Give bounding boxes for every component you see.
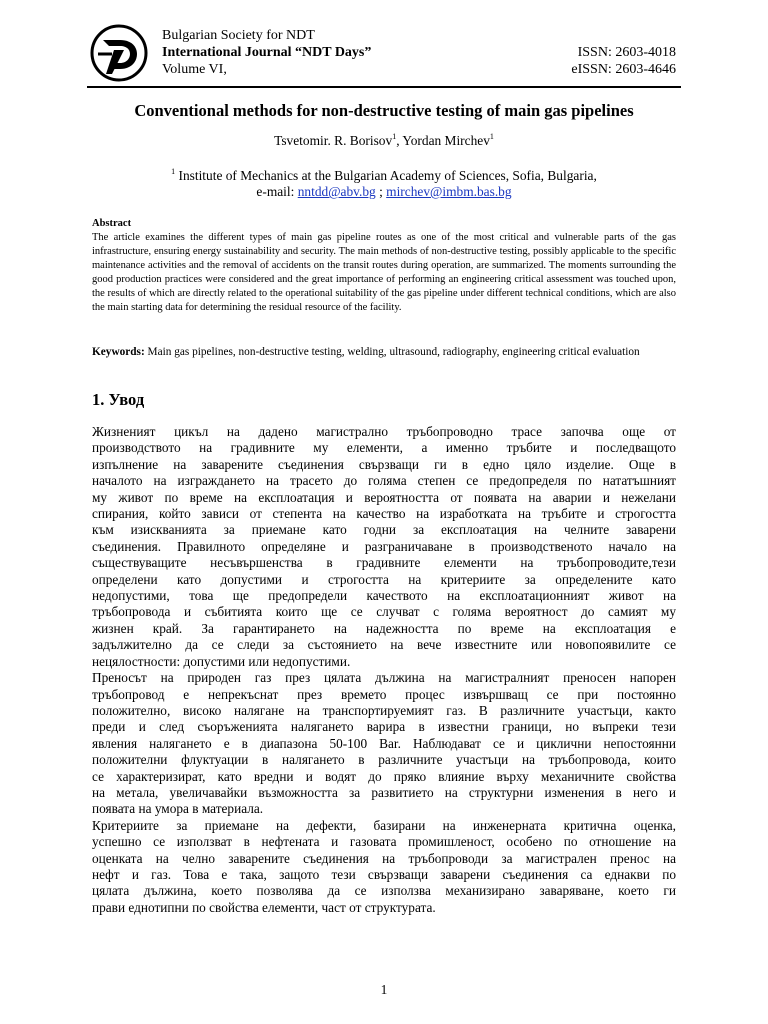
email-link[interactable]: nntdd@abv.bg xyxy=(297,184,376,199)
author-name: Yordan Mirchev xyxy=(402,133,490,148)
eissn: eISSN: 2603-4646 xyxy=(571,62,676,77)
keywords-text: Main gas pipelines, non-destructive testing, welding, ultrasound, radiography, engineering critical evaluation xyxy=(144,346,640,358)
text-line: Преносът на природен газ през цялата дължина на магистралният преносен напорен xyxy=(92,670,676,686)
text-line: положителни флуктуации в налягането в различните участъци на тръбопровода, които xyxy=(92,752,676,768)
text-line: се характеризират, като вредни и водят до пряко влияние върху механичните свойства xyxy=(92,768,676,784)
text-line: оценката на челно заварените съединения на тръбопроводи за магистрален пренос на xyxy=(92,850,676,866)
text-line: изпълнение на заварените съединения свързващи ги в едно цяло изделие. Още в xyxy=(92,456,676,472)
text-line: прави еднотипни по свойства елементи, част от структурата. xyxy=(92,899,436,915)
section-body xyxy=(92,424,676,916)
text-line: Жизненият цикъл на дадено магистрално тръбопроводно трасе започва още от xyxy=(92,424,676,439)
journal-name: International Journal “NDT Days” xyxy=(162,45,372,60)
text-line: явления налягането е в диапазона 50-100 Bar. Наблюдават се и циклични непостоянни xyxy=(92,735,676,751)
affiliation-marker: 1 xyxy=(392,131,397,141)
email-link[interactable]: mirchev@imbm.bas.bg xyxy=(386,184,512,199)
affiliation-marker: 1 xyxy=(489,131,494,141)
page-number: 1 xyxy=(380,982,388,997)
volume: Volume VI, xyxy=(162,62,227,77)
text-line: производството на градивните му елементи, а именно тръбите и последващото xyxy=(92,440,676,456)
text-line: към изискванията за приемане като годни за експлоатация на челните заварени xyxy=(92,522,676,538)
email-label: e-mail: xyxy=(256,184,298,199)
text-line: на метала, увеличавайки възможността за развитието на структурни изменения в него и xyxy=(92,784,676,800)
text-line: съединения. Правилното определяне и разграничаване в производственото начало на xyxy=(92,538,676,554)
keywords xyxy=(92,345,676,360)
issn: ISSN: 2603-4018 xyxy=(577,45,676,60)
text-line: началото на изграждането на трасето до голяма степен се предопределя по нататъшният xyxy=(92,473,676,489)
text-line: му живот по време на експлоатация и вероятността от появата на аварии и нежелани xyxy=(92,489,676,505)
email-separator: ; xyxy=(375,184,387,199)
author-name: Tsvetomir. R. Borisov xyxy=(274,133,393,148)
affiliation-text: Institute of Mechanics at the Bulgarian Academy of Sciences, Sofia, Bulgaria, xyxy=(175,168,597,183)
keywords-heading: Keywords: xyxy=(92,346,145,358)
text-line: жизнен край. За гарантирането на надежността по време на експлоатация е xyxy=(92,620,676,636)
header-divider xyxy=(87,86,681,88)
text-line: преди и след съоръженията налягането варира в известни граници, но въпреки тези xyxy=(92,719,676,735)
text-line: спирания, който зависи от степента на качество на изработката на тръбите и строгостта xyxy=(92,506,676,522)
journal-header xyxy=(162,27,371,78)
society-name: Bulgarian Society for NDT xyxy=(162,28,315,43)
issn-block xyxy=(571,44,676,78)
text-line: нецялостности: допустими или недопустими. xyxy=(92,653,351,669)
text-line: тръбопровод е непрекъснат през времето процес извършващ се при постоянно xyxy=(92,686,676,702)
text-line: цялата дължина, което позволява да се използва механизирано заваряване, което ги xyxy=(92,883,676,899)
affiliation xyxy=(87,168,681,200)
section-title: 1. Увод xyxy=(92,390,145,409)
text-line: нефт и газ. Това е така, защото тези свързващи заварени съединения са еднакви по xyxy=(92,866,676,882)
text-line: задължително да се следи за състоянието на вече известните или новопоявилите се xyxy=(92,637,676,653)
text-line: съществуващите несъвършенства в градивните елементи на тръбопроводите,тези xyxy=(92,555,676,571)
abstract-text: The article examines the different types of main gas pipeline routes as one of the most critical and vulnerable parts of the gas infrastructure, ensuring energy sustainability and security. The main methods of non-destructive testing, possibly applicable to the specific maintenance activities and the removal of accidents on the transit routes during operation, are summarized. The moments surrounding the good production practices were considered and the great importance of performing an engineering critical assessment was touched upon, the results of which are directly related to the operational suitability of the gas pipeline under different technical conditions, which are also the main starting data for determining the residual resource of the facility. xyxy=(92,232,676,313)
abstract-heading: Abstract xyxy=(92,218,132,229)
text-line: недопустими, това ще предопредели качеството на експлоатационният живот на xyxy=(92,588,676,604)
text-line: Критериите за приемане на дефекти, базирани на инженерната критична оценка, xyxy=(92,817,676,833)
ndt-days-logo-icon xyxy=(90,24,148,82)
body-paragraph xyxy=(92,424,676,670)
author-separator: , xyxy=(396,133,403,148)
text-line: появата на умора в материала. xyxy=(92,801,264,817)
abstract xyxy=(92,217,676,315)
affiliation-marker: 1 xyxy=(171,166,176,176)
article-title: Conventional methods for non-destructive testing of main gas pipelines xyxy=(134,101,634,120)
body-paragraph xyxy=(92,818,676,916)
text-line: тръбопровода и събитията които ще се случват с голяма вероятност до самият му xyxy=(92,604,676,620)
authors xyxy=(87,133,681,149)
text-line: положително, високо налягане на транспортируемият газ. В различните участъци, както xyxy=(92,702,676,718)
text-line: успешно се използват в нефтената и газовата промишленост, особено по отношение на xyxy=(92,834,676,850)
text-line: определени като допустими и строгостта на критериите за определените като xyxy=(92,571,676,587)
body-paragraph xyxy=(92,670,676,818)
